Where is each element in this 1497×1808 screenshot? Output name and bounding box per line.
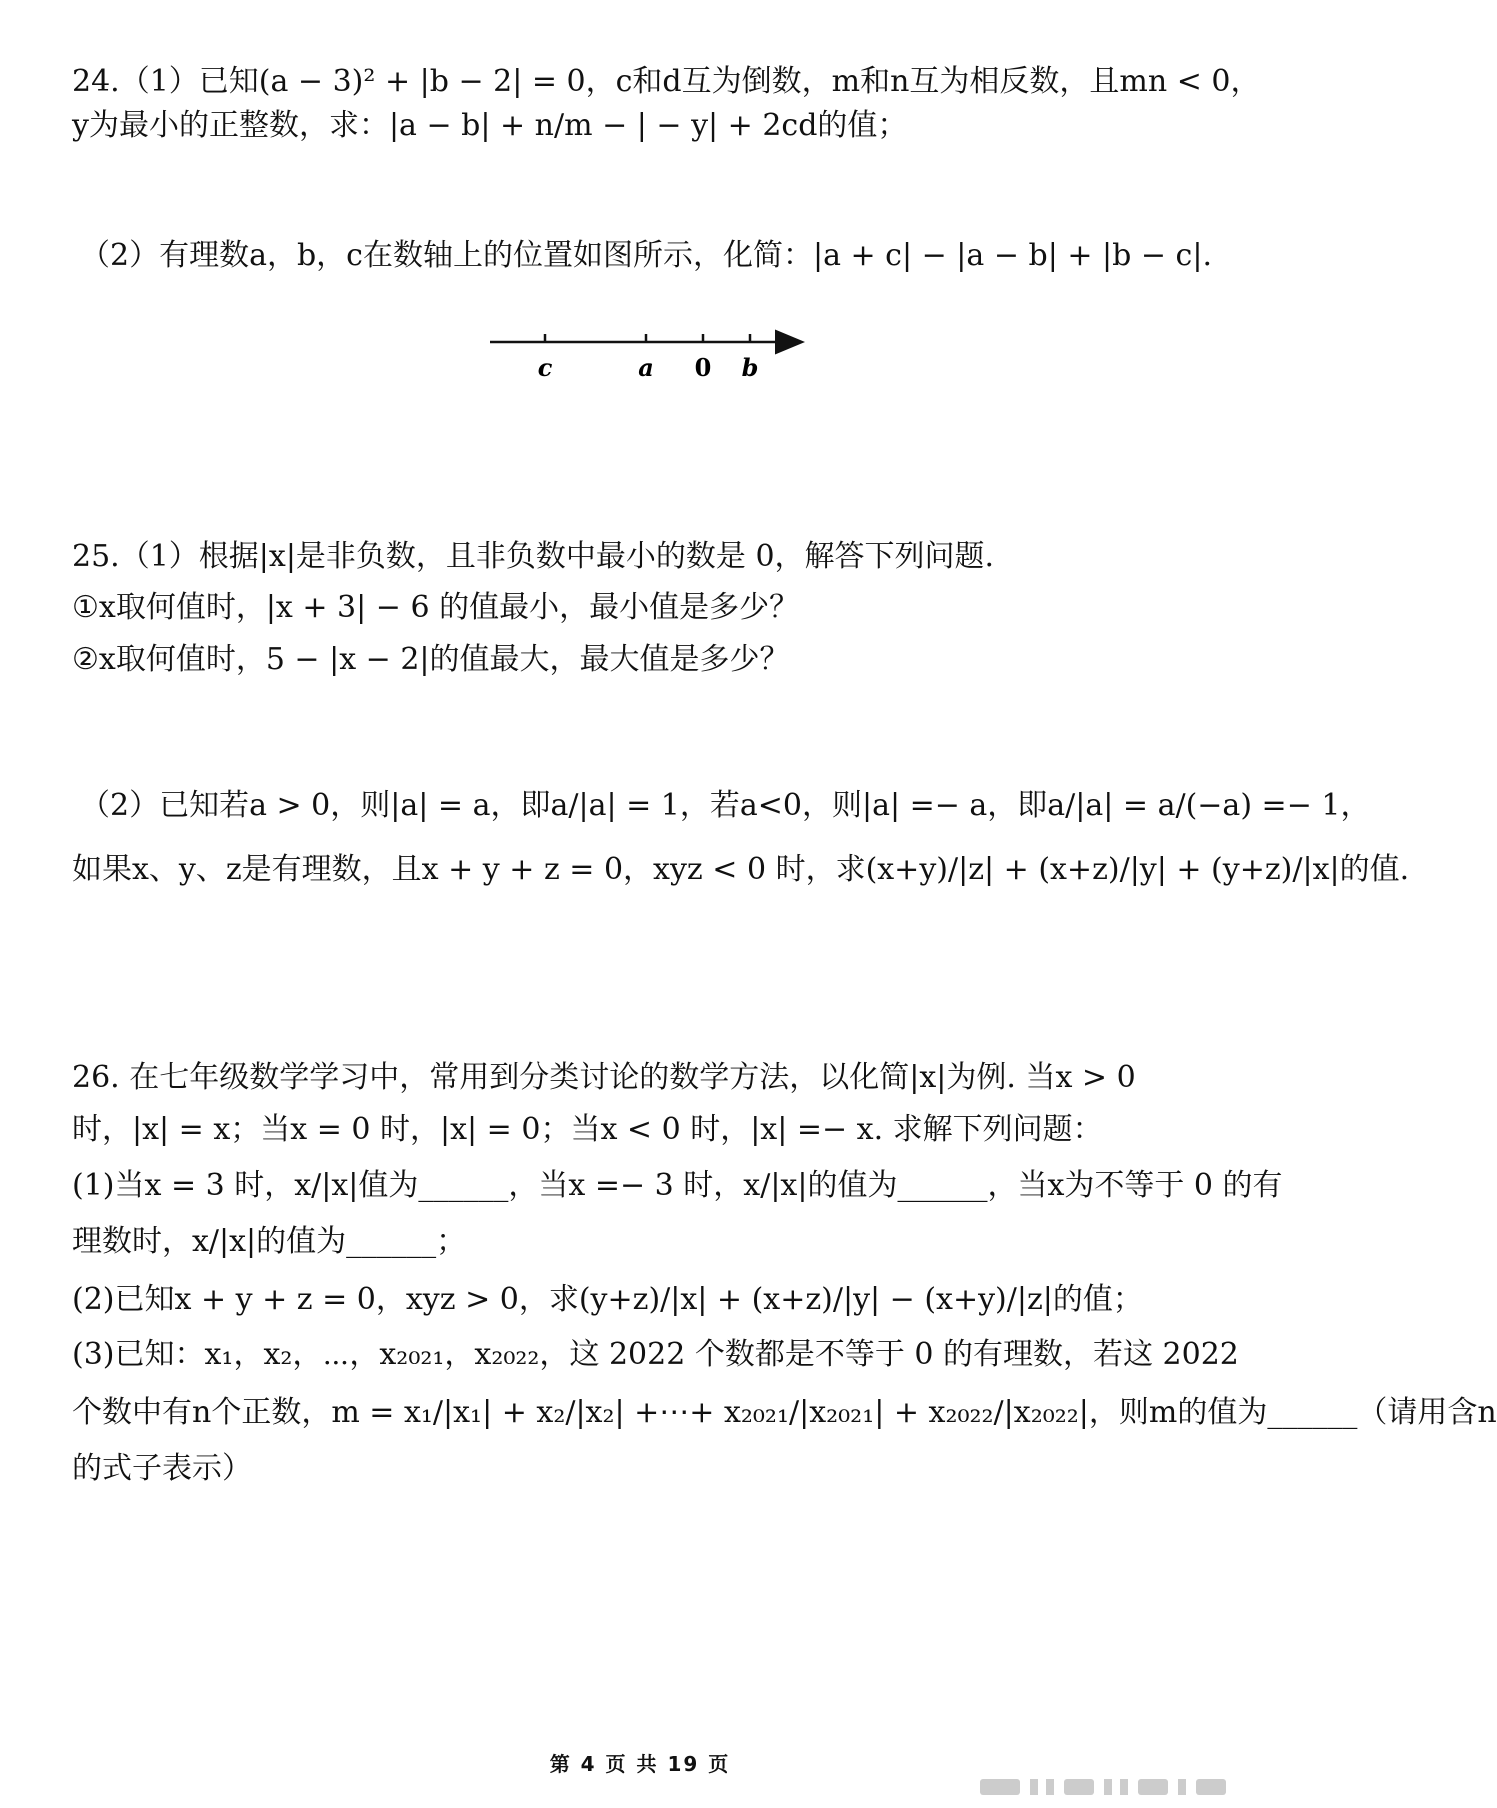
q25-part2-line2: 如果x、y、z是有理数，且x + y + z = 0，xyz < 0 时，求(x+y)/|z| + (x+z)/|y| + (y+z)/|x|的值. xyxy=(72,852,1410,887)
q26-line1: 26. 在七年级数学学习中，常用到分类讨论的数学方法，以化简|x|为例. 当x > 0 xyxy=(72,1060,1136,1095)
q25-part1-line2: ①x取何值时，|x + 3| − 6 的值最小，最小值是多少？ xyxy=(72,590,800,625)
label-a: a xyxy=(638,353,654,382)
label-c: c xyxy=(537,353,553,382)
q26-line7: 个数中有n个正数，m = x₁/|x₁| + x₂/|x₂| +⋯+ x₂₀₂₁/|x₂₀₂₁| + x₂₀₂₂/|x₂₀₂₂|，则m的值为______（请用含n xyxy=(72,1395,1497,1430)
q24-part1-line2: y为最小的正整数，求：|a − b| + n/m − | − y| + 2cd的值； xyxy=(72,108,908,143)
q26-line8: 的式子表示） xyxy=(72,1451,252,1486)
page-number-footer: 第 4 页 共 19 页 xyxy=(549,1752,731,1776)
q26-line3: (1)当x = 3 时，x/|x|值为______，当x =− 3 时，x/|x|的值为______，当x为不等于 0 的有 xyxy=(72,1168,1283,1203)
q26-line6: (3)已知：x₁，x₂，⋯，x₂₀₂₁，x₂₀₂₂，这 2022 个数都是不等于 0 的有理数，若这 2022 xyxy=(72,1337,1239,1372)
q25-part2-line1: （2）已知若a > 0，则|a| = a，即a/|a| = 1，若a<0，则|a| =− a，即a/|a| = a/(−a) =− 1， xyxy=(80,788,1371,823)
watermark-marks xyxy=(960,1775,1260,1799)
q25-part1-line3: ②x取何值时，5 − |x − 2|的值最大，最大值是多少？ xyxy=(72,642,790,677)
q24-part1-line1: 24.（1）已知(a − 3)² + |b − 2| = 0，c和d互为倒数，m和n互为相反数，且mn < 0， xyxy=(72,64,1261,99)
q26-line4: 理数时，x/|x|的值为______； xyxy=(72,1224,467,1259)
q26-line5: (2)已知x + y + z = 0，xyz > 0，求(y+z)/|x| + (x+z)/|y| − (x+y)/|z|的值； xyxy=(72,1282,1143,1317)
label-zero: 0 xyxy=(694,353,712,382)
label-b: b xyxy=(741,353,759,382)
q24-part2-line1: （2）有理数a，b，c在数轴上的位置如图所示，化简：|a + c| − |a − b| + |b − c|. xyxy=(80,238,1212,273)
q25-part1-line1: 25.（1）根据|x|是非负数，且非负数中最小的数是 0，解答下列问题. xyxy=(72,539,995,574)
q26-line2: 时，|x| = x；当x = 0 时，|x| = 0；当x < 0 时，|x| =− x. 求解下列问题： xyxy=(72,1112,1103,1147)
